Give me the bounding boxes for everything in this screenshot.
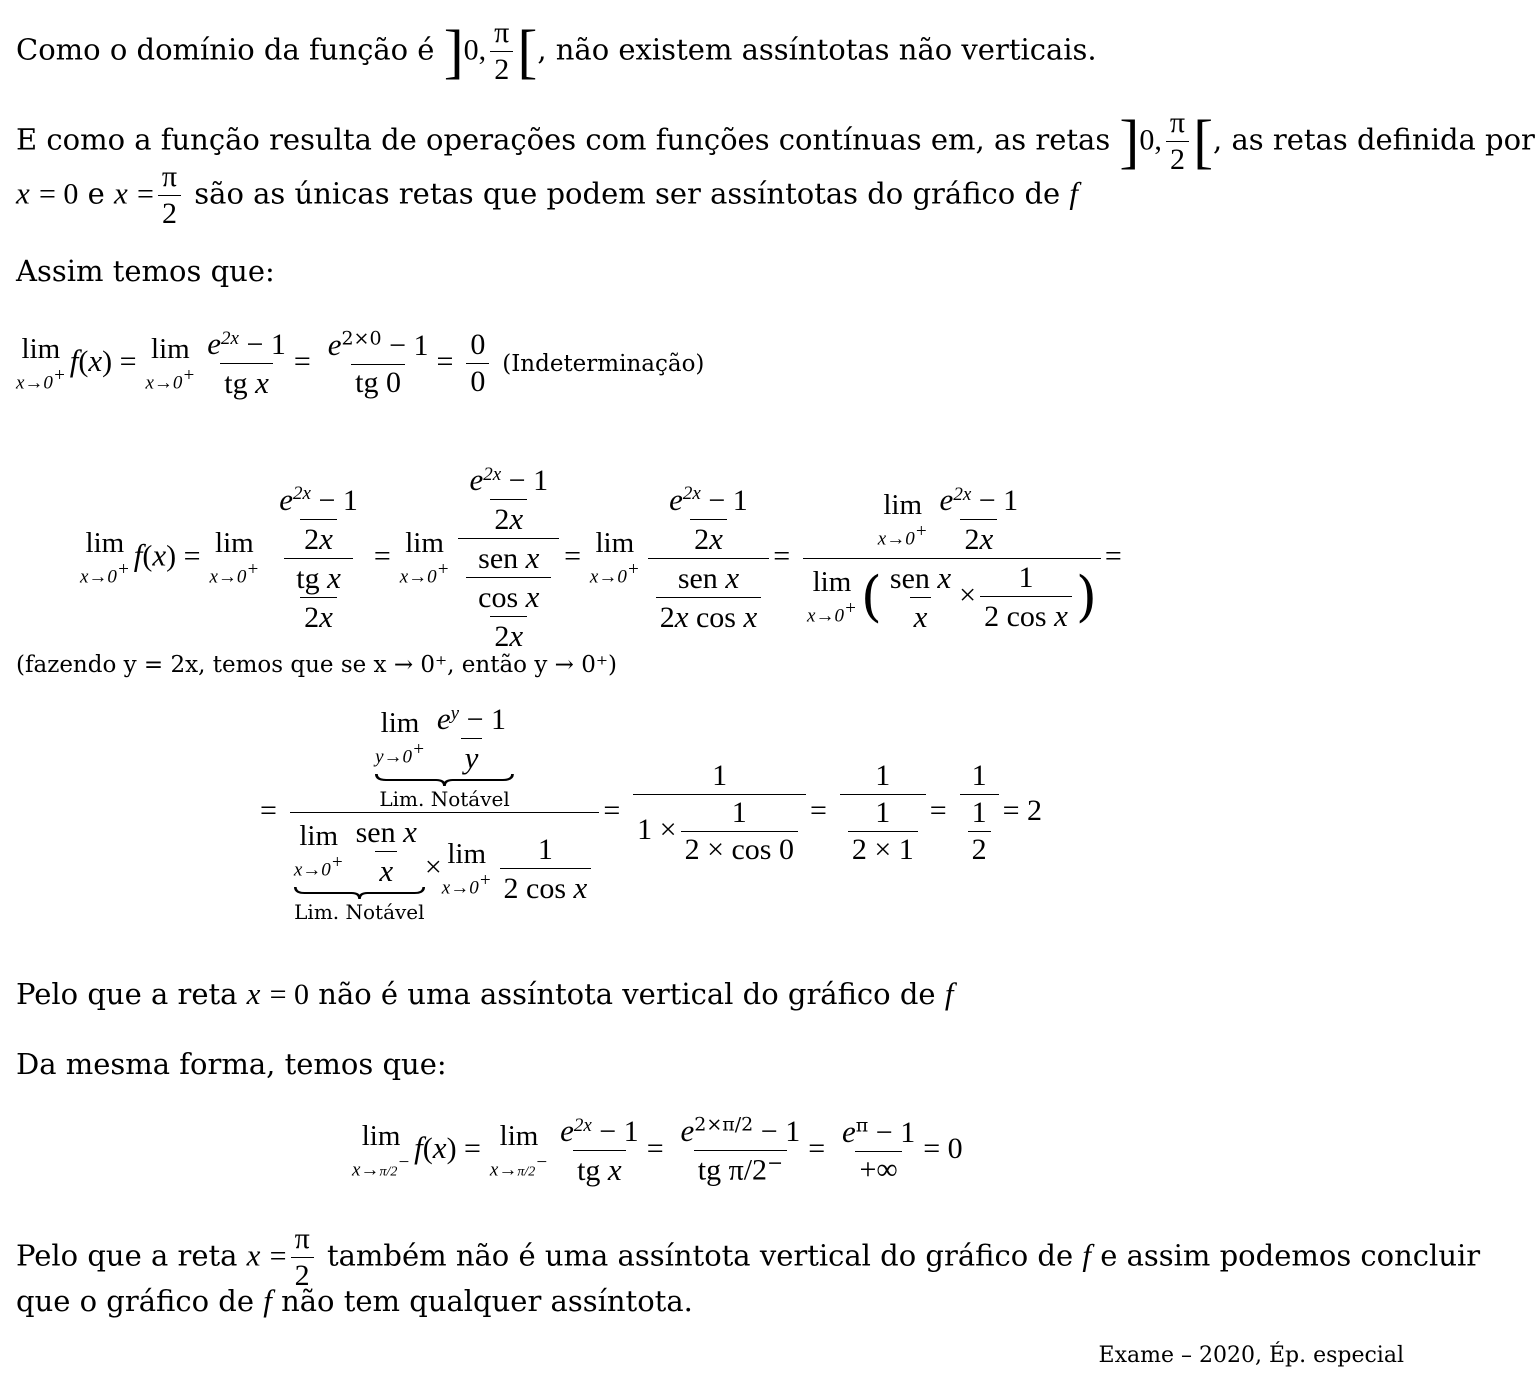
- conclusion-pi2: Pelo que a reta x = $\frac{\pi}{2}$ também não é uma assíntota vertical do gráfico de f e assim podemos concluir: [16, 1222, 1481, 1292]
- equation-limit-manipulation: lim x→0+ f(x) = lim x→0+ $\frac{\frac{e^{2x} - 1}{2x}}{\frac{\text{tg x}}{2x}}$ = lim x→0+ $\frac{\frac{e^{2x} - 1}{2x}}{\frac{\text{sen x}}{\frac{\text{cos x}}{2x}}}$ = lim x→0+ $\frac{\frac{e^{2x} - 1}{2x}}{\frac{\text{sen x}}{\text{2x cos x}}}$ = lim x→0+ $\frac{e^{2x} - 1}{2x}$ lim x→0+ ( $\frac{\text{sen x}}{x}$ × $\frac{1}{\text{2 cos x}}$ ) =: [80, 462, 1122, 653]
- notable-limit-label: Lim. Notável: [379, 787, 510, 811]
- paragraph-continuity: E como a função resulta de operações com funções contínuas em, as retas ]0, $\frac{\pi}{2}$ [, as retas definida por: [16, 106, 1535, 176]
- underbrace-icon: [294, 886, 425, 900]
- notable-limit-sin: lim x→0+ $\frac{\text{sen x}}{x}$ Lim. Notável: [293, 814, 425, 924]
- notable-limit-exp: lim y→0+ $\frac{e^y - 1}{y}$ Lim. Notável: [375, 703, 514, 809]
- conclusion-x0: Pelo que a reta x = 0 não é uma assíntota vertical do gráfico de f: [16, 976, 954, 1011]
- domain-text-a: Como o domínio da função é: [16, 32, 435, 67]
- conjunction-e: e: [87, 176, 105, 211]
- equation-notable-limits: = lim y→0+ $\frac{e^y - 1}{y}$ Lim. Notável lim x→0+ $\frac{\text{sen x}}{x}$ Lim. Notável × lim x→0+ $\frac{1}{\text{2 cos x}}$ = 1 1 × $\frac{1}{2 \times \cos 0}$ = $\frac{1}{\frac{1}{2 \times 1}}$ = $\frac{1}{\frac{1}{2}}$ = 2: [260, 701, 1042, 924]
- indeterminacy-note: (Indeterminação): [502, 351, 705, 377]
- continuity-text-b: , as retas definida por: [1213, 122, 1535, 157]
- paragraph-continuity-line2: x = 0 e x = $\frac{\pi}{2}$ são as únicas retas que podem ser assíntotas do gráfico de f: [16, 160, 1079, 230]
- paragraph-domain: Como o domínio da função é ]0, $\frac{\pi}{2}$ [, não existem assíntotas não verticais.: [16, 16, 1097, 86]
- conclusion-final: que o gráfico de f não tem qualquer assíntota.: [16, 1283, 693, 1318]
- interval-close-bracket: [: [517, 18, 538, 85]
- exam-source: Exame – 2020, Ép. especial: [1098, 1343, 1404, 1368]
- interval-open-bracket: ]: [443, 18, 464, 85]
- continuity-text-d: são as únicas retas que podem ser assíntotas do gráfico de: [194, 176, 1061, 211]
- notable-limit-label: Lim. Notável: [294, 900, 425, 924]
- fraction-pi-over-2: $\frac{\pi}{2}$: [490, 18, 513, 85]
- da-mesma-forma: Da mesma forma, temos que:: [16, 1047, 447, 1081]
- substitution-note: (fazendo y = 2x, temos que se x → 0⁺, então y → 0⁺): [16, 652, 617, 678]
- underbrace-icon: [375, 773, 514, 787]
- assim-temos: Assim temos que:: [16, 254, 275, 288]
- continuity-text-a: E como a função resulta de operações com funções contínuas em, as retas: [16, 122, 1111, 157]
- equation-limit-left: lim x→π/2− f(x) = lim x→π/2− $\frac{e^{2x} - 1}{\text{tg x}}$ = $\frac{e^{2\times\pi/2} - 1}{tg \pi/2^-}$ = $\frac{e^\pi - 1}{+\infty}$ = 0: [352, 1113, 963, 1187]
- domain-text-b: , não existem assíntotas não verticais.: [537, 32, 1097, 67]
- equation-limit-right: lim x→0+ f(x) = lim x→0+ $\frac{e^{2x} - 1}{\text{tg x}}$ = $\frac{e^{2\times 0} - 1}{tg 0}$ = $\frac{0}{0}$ (Indeterminação): [16, 326, 705, 400]
